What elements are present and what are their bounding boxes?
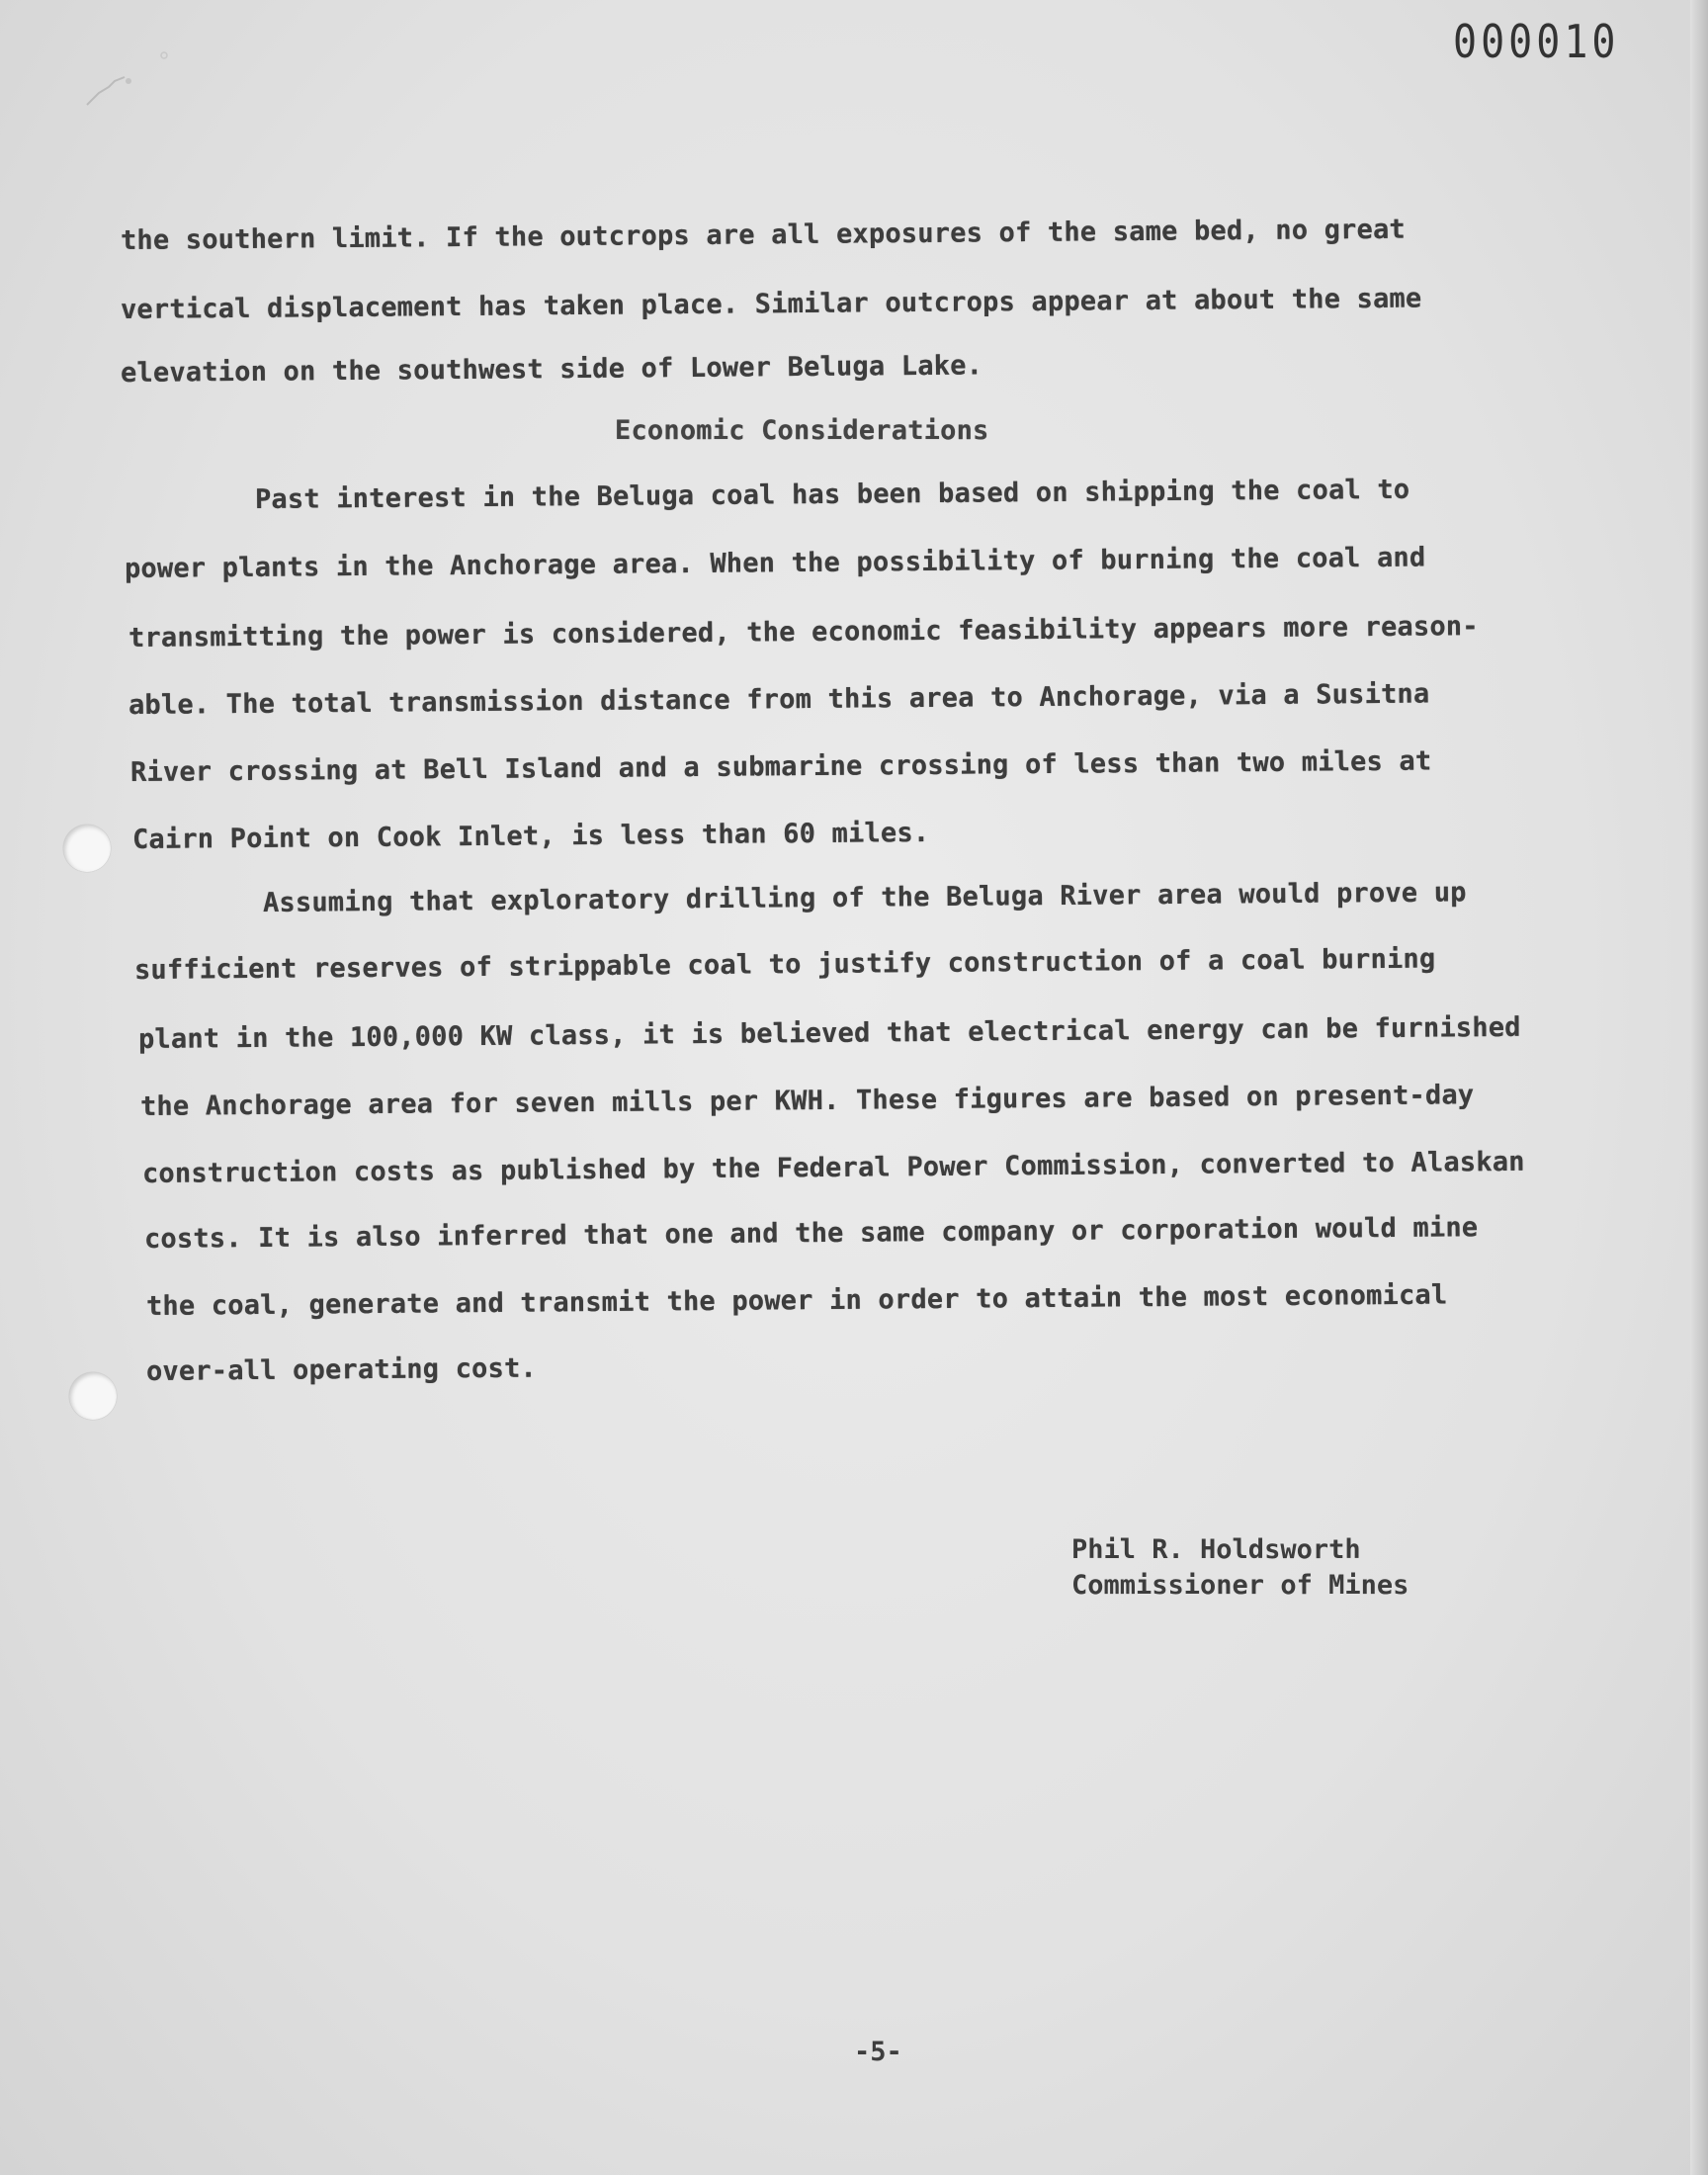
signature-title: Commissioner of Mines	[1071, 1570, 1409, 1601]
body-line: Cairn Point on Cook Inlet, is less than 60 miles.	[131, 817, 930, 855]
signature-name: Phil R. Holdsworth	[1071, 1534, 1361, 1565]
body-line: construction costs as published by the Federal Power Commission, converted to Alaskan	[141, 1146, 1525, 1189]
page-number: -5-	[854, 2037, 902, 2067]
body-line: transmitting the power is considered, the economic feasibility appears more reason-	[128, 611, 1479, 653]
body-line: power plants in the Anchorage area. When the possibility of burning the coal and	[124, 542, 1426, 584]
body-line: Assuming that exploratory drilling of the Beluga River area would prove up	[262, 877, 1467, 918]
body-line: the coal, generate and transmit the power in order to attain the most economical	[145, 1279, 1448, 1322]
body-line: Past interest in the Beluga coal has been based on shipping the coal to	[254, 474, 1410, 515]
body-line: sufficient reserves of strippable coal to justify construction of a coal burning	[133, 943, 1436, 986]
body-line: elevation on the southwest side of Lower Beluga Lake.	[120, 350, 983, 389]
body-line: vertical displacement has taken place. Similar outcrops appear at about the same	[120, 283, 1422, 325]
document-number: 000010	[1453, 16, 1620, 69]
body-line: the Anchorage area for seven mills per KWH. These figures are based on present-day	[139, 1080, 1475, 1122]
body-line: plant in the 100,000 KW class, it is believed that electrical energy can be furnished	[137, 1011, 1521, 1055]
page-edge-shadow	[1690, 0, 1708, 2175]
body-line: River crossing at Bell Island and a submarine crossing of less than two miles at	[129, 745, 1432, 788]
body-line: able. The total transmission distance from this area to Anchorage, via a Susitna	[128, 678, 1430, 721]
section-heading: Economic Considerations	[615, 415, 989, 446]
body-line: costs. It is also inferred that one and the same company or corporation would mine	[143, 1212, 1479, 1255]
punch-hole	[69, 1372, 117, 1420]
punch-hole	[63, 825, 111, 872]
body-line: over-all operating cost.	[145, 1352, 538, 1387]
paper-blemish	[85, 47, 174, 107]
body-line: the southern limit. If the outcrops are all exposures of the same bed, no great	[120, 214, 1407, 256]
